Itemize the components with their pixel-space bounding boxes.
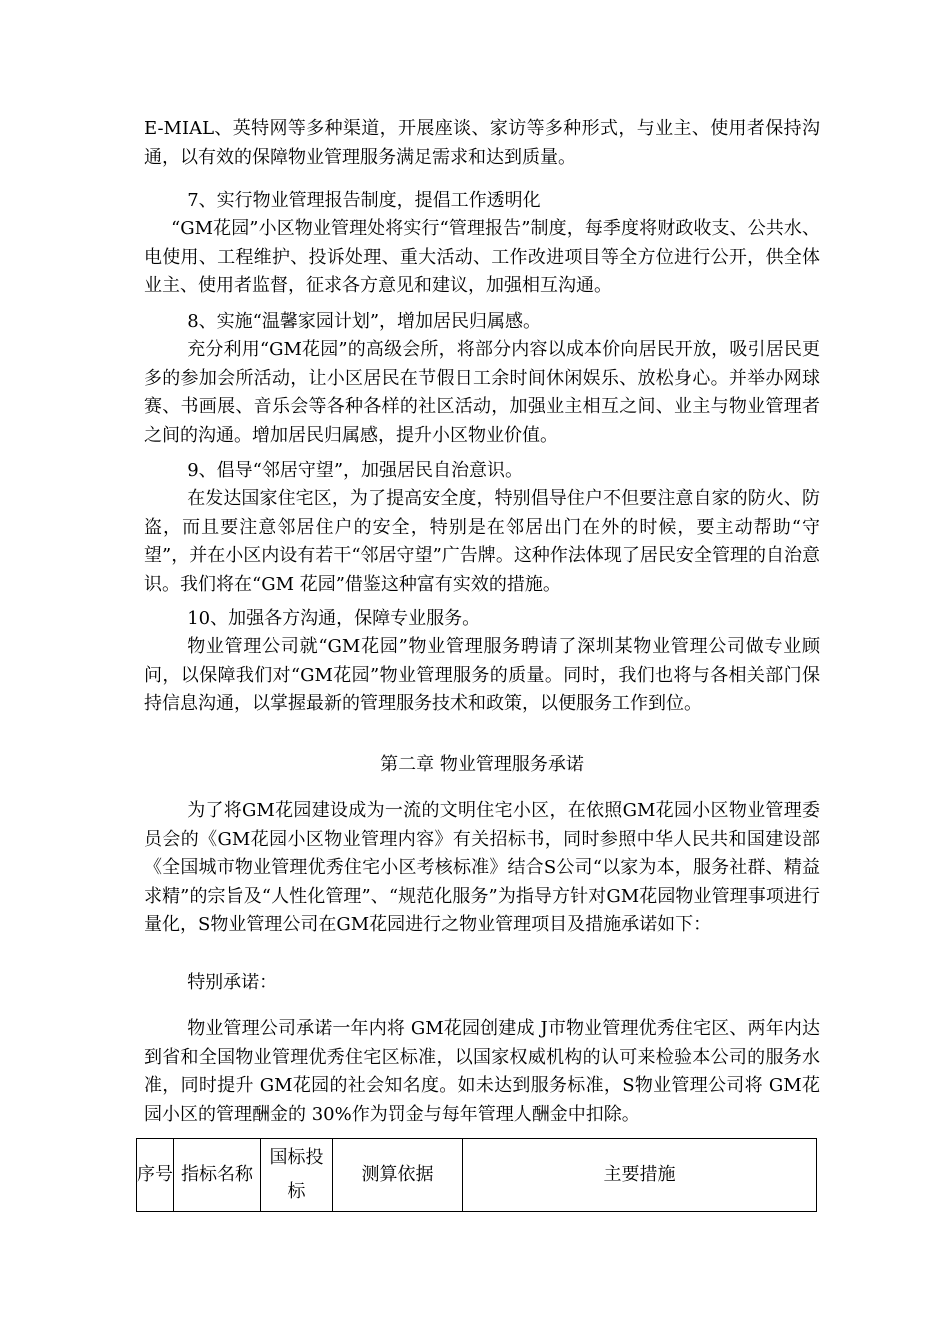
- table-header-row: [137, 1139, 817, 1212]
- special-commitment-title: 特别承诺：: [187, 972, 278, 993]
- paragraph-warm-home-plan: 充分利用“GM花园”的高级会所，将部分内容以成本价向居民开放，吸引居民更多的参加会所活动，让小区居民在节假日工余时间休闲娱乐、放松身心。并举办网球赛、书画展、音乐会等各种各样的社区活动，加强业主相互之间、业主与物业管理者之间的沟通。增加居民归属感，提升小区物业价值。: [144, 339, 820, 446]
- chapter-title: 第二章 物业管理服务承诺: [380, 754, 584, 775]
- paragraph-special-commitment: 物业管理公司承诺一年内将 GM花园创建成 J市物业管理优秀住宅区、两年内达到省和全国物业管理优秀住宅区标准，以国家权威机构的认可来检验本公司的服务水准，同时提升 GM花园的社会知名度。如未达到服务标准，S物业管理公司将 GM花园小区的管理酬金的 30%作为罚金与每年管理人酬金中扣除。: [144, 1018, 820, 1125]
- paragraph-management-report: “GM花园”小区物业管理处将实行“管理报告”制度，每季度将财政收支、公共水、电使用、工程维护、投诉处理、重大活动、工作改进项目等全方位进行公开，供全体业主、使用者监督，征求各方意见和建议，加强相互沟通。: [144, 218, 820, 296]
- section-heading-10: 10、加强各方沟通，保障专业服务。: [187, 608, 481, 629]
- paragraph-communication-channels: E-MIAL、英特网等多种渠道，开展座谈、家访等多种形式，与业主、使用者保持沟通，以有效的保障物业管理服务满足需求和达到质量。: [144, 118, 820, 168]
- header-national-standard: 国标投标: [261, 1139, 333, 1212]
- indicator-table: [136, 1138, 817, 1212]
- paragraph-service-commitment-intro: 为了将GM花园建设成为一流的文明住宅小区，在依照GM花园小区物业管理委员会的《GM花园小区物业管理内容》有关招标书，同时参照中华人民共和国建设部《全国城市物业管理优秀住宅小区考核标准》结合S公司“以家为本，服务社群、精益求精”的宗旨及“人性化管理”、“规范化服务”为指导方针对GM花园物业管理事项进行量化，S物业管理公司在GM花园进行之物业管理项目及措施承诺如下：: [144, 800, 820, 935]
- header-main-measures: 主要措施: [463, 1139, 817, 1212]
- paragraph-professional-service: 物业管理公司就“GM花园”物业管理服务聘请了深圳某物业管理公司做专业顾问，以保障我们对“GM花园”物业管理服务的质量。同时，我们也将与各相关部门保持信息沟通，以掌握最新的管理服务技术和政策，以便服务工作到位。: [144, 636, 820, 714]
- section-heading-9: 9、倡导“邻居守望”，加强居民自治意识。: [187, 460, 524, 481]
- header-seq: 序号: [137, 1139, 174, 1212]
- paragraph-neighbor-watch: 在发达国家住宅区，为了提高安全度，特别倡导住户不但要注意自家的防火、防盗，而且要注意邻居住户的安全，特别是在邻居出门在外的时候，要主动帮助“守望”，并在小区内设有若干“邻居守望”广告牌。这种作法体现了居民安全管理的自治意识。我们将在“GM 花园”借鉴这种富有实效的措施。: [144, 488, 820, 595]
- section-heading-7: 7、实行物业管理报告制度，提倡工作透明化: [187, 190, 541, 211]
- header-indicator-name: 指标名称: [174, 1139, 261, 1212]
- header-calculation-basis: 测算依据: [333, 1139, 463, 1212]
- section-heading-8: 8、实施“温馨家园计划”，增加居民归属感。: [187, 311, 542, 332]
